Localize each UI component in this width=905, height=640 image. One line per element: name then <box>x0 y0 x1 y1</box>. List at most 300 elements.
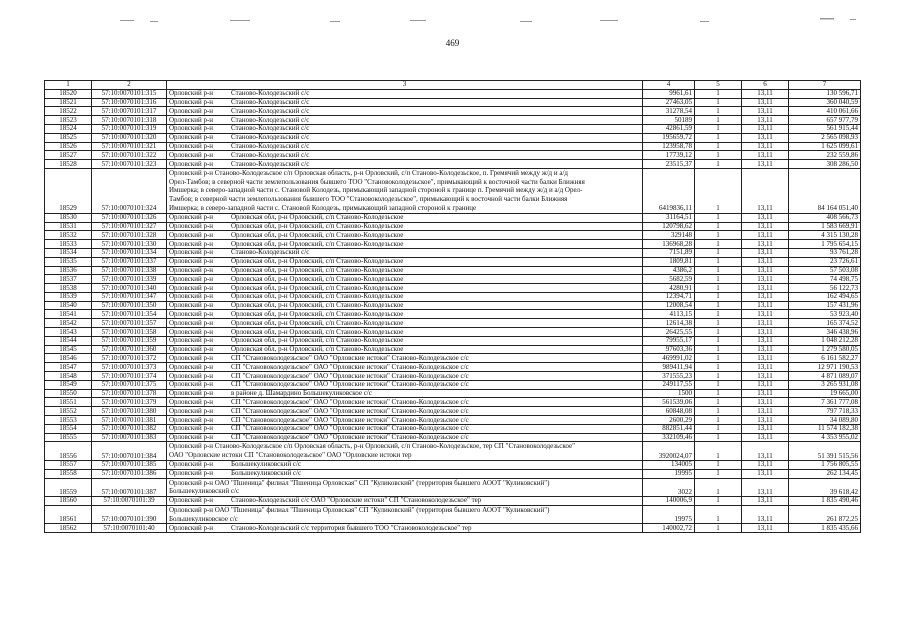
cadastral-number: 57:10:0070101:375 <box>92 380 167 389</box>
district-name: Орловский р-н <box>169 460 214 469</box>
cadastral-number: 57:10:0070101:326 <box>92 213 167 222</box>
row-number: 18561 <box>45 505 92 524</box>
cadastral-number: 57:10:0070101:379 <box>92 398 167 407</box>
address-text: Орловская обл, р-н Орловский, с/п Станово-Колодезьское <box>231 301 404 310</box>
row-number: 18531 <box>45 222 92 231</box>
row-number: 18546 <box>45 354 92 363</box>
table-row <box>45 345 861 354</box>
location-description <box>167 319 643 328</box>
rate-value: 13,11 <box>742 345 789 354</box>
cadastral-value: 84 164 051,40 <box>789 168 861 213</box>
cadastral-number: 57:10:0070101:317 <box>92 107 167 116</box>
rate-value: 13,11 <box>742 133 789 142</box>
cadastral-value: 1 279 580,05 <box>789 345 861 354</box>
district-name: Орловский р-н <box>169 327 214 336</box>
address-text: Орловская обл, р-н Орловский, с/п Станово-Колодезьское <box>231 327 404 336</box>
description-line: Орловский р-н ОАО "Пшеница" филиал "Пшеница Орловская" СП "Куликовский" (территория бывшего АООТ "Куликовский") <box>169 478 550 487</box>
area-value: 3920024,07 <box>643 442 695 461</box>
table-row <box>45 524 861 533</box>
address-text: Большекуликовский с/с <box>231 460 302 469</box>
cadastral-value: 2 565 098,93 <box>789 133 861 142</box>
cadastral-value: 157 431,96 <box>789 301 861 310</box>
area-value: 120798,62 <box>643 222 695 231</box>
address-text: Станово-Колодезьский с/с <box>231 98 310 107</box>
rate-value: 13,11 <box>742 354 789 363</box>
row-number: 18559 <box>45 478 92 497</box>
row-number: 18536 <box>45 266 92 275</box>
address-text: Большекуликовский с/с <box>231 469 302 478</box>
rate-value: 13,11 <box>742 240 789 249</box>
table-row <box>45 266 861 275</box>
count-value: 1 <box>695 389 742 398</box>
row-number: 18541 <box>45 310 92 319</box>
table-row <box>45 213 861 222</box>
cadastral-value: 4 315 130,28 <box>789 231 861 240</box>
area-value: 561539,06 <box>643 398 695 407</box>
cadastral-number: 57:10:0070101:385 <box>92 460 167 469</box>
address-text: Орловская обл, р-н Орловский, с/п Станово-Колодезьское <box>231 283 404 292</box>
area-value: 17739,12 <box>643 151 695 160</box>
location-description <box>167 89 643 98</box>
rate-value: 13,11 <box>742 142 789 151</box>
rate-value: 13,11 <box>742 524 789 533</box>
area-value: 332109,46 <box>643 433 695 442</box>
location-description <box>167 133 643 142</box>
table-row <box>45 416 861 425</box>
cadastral-value: 1 835 435,66 <box>789 524 861 533</box>
count-value: 1 <box>695 478 742 497</box>
table-row <box>45 363 861 372</box>
cadastral-value: 53 923,40 <box>789 310 861 319</box>
location-description <box>167 310 643 319</box>
row-number: 18520 <box>45 89 92 98</box>
row-number: 18521 <box>45 98 92 107</box>
count-value: 1 <box>695 469 742 478</box>
row-number: 18552 <box>45 407 92 416</box>
location-description <box>167 301 643 310</box>
table-row <box>45 442 861 461</box>
cadastral-value: 797 718,33 <box>789 407 861 416</box>
table-row <box>45 497 861 506</box>
location-description <box>167 142 643 151</box>
table-row <box>45 240 861 249</box>
column-header: 3 <box>167 81 643 90</box>
count-value: 1 <box>695 497 742 506</box>
rate-value: 13,11 <box>742 460 789 469</box>
location-description <box>167 497 643 506</box>
count-value: 1 <box>695 398 742 407</box>
cadastral-number: 57:10:0070101:354 <box>92 310 167 319</box>
table-row <box>45 407 861 416</box>
location-description <box>167 433 643 442</box>
row-number: 18555 <box>45 433 92 442</box>
cadastral-number: 57:10:0070101:321 <box>92 142 167 151</box>
cadastral-value: 360 040,59 <box>789 98 861 107</box>
address-text: СП "Становоколодезьское" ОАО "Орловские истоки" Станово-Колодезьское с/с <box>231 424 469 433</box>
row-number: 18544 <box>45 336 92 345</box>
rate-value: 13,11 <box>742 168 789 213</box>
rate-value: 13,11 <box>742 389 789 398</box>
district-name: Орловский р-н <box>169 336 214 345</box>
cadastral-value: 23 726,61 <box>789 257 861 266</box>
rate-value: 13,11 <box>742 407 789 416</box>
cadastral-value: 130 596,71 <box>789 89 861 98</box>
table-row <box>45 275 861 284</box>
location-description <box>167 354 643 363</box>
rate-value: 13,11 <box>742 213 789 222</box>
column-header: 4 <box>643 81 695 90</box>
table-row <box>45 478 861 497</box>
cadastral-number: 57:10:0070101:374 <box>92 372 167 381</box>
address-text: СП "Становоколодезьское" ОАО "Орловские истоки" Станово-Колодезьское с/с <box>231 415 469 424</box>
rate-value: 13,11 <box>742 372 789 381</box>
row-number: 18528 <box>45 160 92 169</box>
rate-value: 13,11 <box>742 222 789 231</box>
area-value: 329148 <box>643 231 695 240</box>
rate-value: 13,11 <box>742 266 789 275</box>
cadastral-number: 57:10:0070101:337 <box>92 257 167 266</box>
district-name: Орловский р-н <box>169 371 214 380</box>
address-text: Орловская обл, р-н Орловский, с/п Станово-Колодезьское <box>231 239 404 248</box>
row-number: 18527 <box>45 151 92 160</box>
cadastral-number: 57:10:0070101:383 <box>92 433 167 442</box>
row-number: 18523 <box>45 116 92 125</box>
rate-value: 13,11 <box>742 363 789 372</box>
table-row <box>45 133 861 142</box>
count-value: 1 <box>695 407 742 416</box>
count-value: 1 <box>695 160 742 169</box>
cadastral-value: 4 871 089,07 <box>789 372 861 381</box>
count-value: 1 <box>695 240 742 249</box>
address-text: СП "Становоколодезьское" ОАО "Орловские истоки" Станово-Колодезьское с/с <box>231 353 469 362</box>
address-text: Орловская обл, р-н Орловский, с/п Станово-Колодезьское <box>231 274 404 283</box>
count-value: 1 <box>695 248 742 257</box>
location-description <box>167 478 643 497</box>
rate-value: 13,11 <box>742 98 789 107</box>
count-value: 1 <box>695 354 742 363</box>
area-value: 19975 <box>643 505 695 524</box>
address-text: Станово-Колодезьский с/с <box>231 248 310 257</box>
table-row <box>45 284 861 293</box>
row-number: 18551 <box>45 398 92 407</box>
location-description <box>167 505 643 524</box>
address-text: Станово-Колодезьский с/с <box>231 159 310 168</box>
address-text: Станово-Колодезьский с/с территория бывшего ТОО "Становоколодезьское" тер <box>231 523 472 532</box>
description-line: Орловский р-н Станово-Колодезьское с/п Орловская область, р-н Орловский, с/п Станово-Колодезьское, п. Гремячий между ж/д и а/д <box>169 168 568 177</box>
area-value: 12394,71 <box>643 292 695 301</box>
address-text: Орловская обл, р-н Орловский, с/п Станово-Колодезьское <box>231 230 404 239</box>
cadastral-value: 93 761,28 <box>789 248 861 257</box>
cadastral-number: 57:10:0070101:328 <box>92 231 167 240</box>
address-text: СП "Становоколодезьское" ОАО "Орловские истоки" Станово-Колодезьское с/с <box>231 371 469 380</box>
district-name: Орловский р-н <box>169 222 214 230</box>
address-text: Станово-Колодезьский с/с <box>231 106 310 115</box>
district-name: Орловский р-н <box>169 415 214 424</box>
location-description <box>167 398 643 407</box>
rate-value: 13,11 <box>742 442 789 461</box>
rate-value: 13,11 <box>742 160 789 169</box>
district-name: Орловский р-н <box>169 133 214 142</box>
cadastral-number: 57:10:0070101:347 <box>92 292 167 301</box>
cadastral-value: 56 122,73 <box>789 284 861 293</box>
area-value: 469991,02 <box>643 354 695 363</box>
rate-value: 13,11 <box>742 469 789 478</box>
location-description <box>167 248 643 257</box>
area-value: 140006,9 <box>643 497 695 506</box>
table-row <box>45 389 861 398</box>
district-name: Орловский р-н <box>169 397 214 406</box>
rate-value: 13,11 <box>742 380 789 389</box>
cadastral-value: 1 835 490,46 <box>789 497 861 506</box>
district-name: Орловский р-н <box>169 345 214 354</box>
row-number: 18526 <box>45 142 92 151</box>
table-row <box>45 222 861 231</box>
row-number: 18557 <box>45 460 92 469</box>
cadastral-number: 57:10:0070101:380 <box>92 407 167 416</box>
cadastral-number: 57:10:0070101:338 <box>92 266 167 275</box>
count-value: 1 <box>695 275 742 284</box>
district-name: Орловский р-н <box>169 150 214 159</box>
count-value: 1 <box>695 460 742 469</box>
row-number: 18553 <box>45 416 92 425</box>
description-line: Орловский р-н Станово-Колодезьское с/п Орловская область, р-н Орловский, с/п Станово-Колодезьское, тер СП "Становоколодезьское" <box>169 442 575 451</box>
count-value: 1 <box>695 107 742 116</box>
table-row <box>45 469 861 478</box>
row-number: 18529 <box>45 168 92 213</box>
address-text: Станово-Колодезьский с/с <box>231 142 310 151</box>
cadastral-value: 19 665,00 <box>789 389 861 398</box>
table-row <box>45 89 861 98</box>
cadastral-value: 1 583 669,91 <box>789 222 861 231</box>
area-value: 12008,54 <box>643 301 695 310</box>
rate-value: 13,11 <box>742 416 789 425</box>
page-number: 469 <box>445 38 460 48</box>
column-header: 2 <box>92 81 167 90</box>
location-description <box>167 328 643 337</box>
district-name: Орловский р-н <box>169 274 214 283</box>
location-description <box>167 151 643 160</box>
area-value: 26425,55 <box>643 328 695 337</box>
area-value: 31278,54 <box>643 107 695 116</box>
row-number: 18543 <box>45 328 92 337</box>
count-value: 1 <box>695 372 742 381</box>
registry-table <box>44 80 861 533</box>
cadastral-value: 7 361 777,08 <box>789 398 861 407</box>
row-number: 18547 <box>45 363 92 372</box>
cadastral-value: 1 048 212,28 <box>789 336 861 345</box>
location-description <box>167 222 643 231</box>
row-number: 18562 <box>45 524 92 533</box>
location-description <box>167 266 643 275</box>
location-description <box>167 469 643 478</box>
row-number: 18534 <box>45 248 92 257</box>
count-value: 1 <box>695 310 742 319</box>
address-text: Орловская обл, р-н Орловский, с/п Станово-Колодезьское <box>231 318 404 327</box>
count-value: 1 <box>695 433 742 442</box>
count-value: 1 <box>695 319 742 328</box>
cadastral-value: 34 089,80 <box>789 416 861 425</box>
area-value: 19995 <box>643 469 695 478</box>
count-value: 1 <box>695 442 742 461</box>
area-value: 371555,23 <box>643 372 695 381</box>
cadastral-value: 6 161 582,27 <box>789 354 861 363</box>
address-text: Орловская обл, р-н Орловский, с/п Станово-Колодезьское <box>231 309 404 318</box>
address-text: СП "Становоколодезьское" ОАО "Орловские истоки" Станово-Колодезьское с/с <box>231 433 469 442</box>
count-value: 1 <box>695 301 742 310</box>
location-description <box>167 416 643 425</box>
area-value: 7151,89 <box>643 248 695 257</box>
area-value: 136968,28 <box>643 240 695 249</box>
row-number: 18545 <box>45 345 92 354</box>
count-value: 1 <box>695 116 742 125</box>
cadastral-number: 57:10:0070101:384 <box>92 442 167 461</box>
location-description <box>167 460 643 469</box>
description-line: Имшерка; в северо-западной части с. Становой Колодезь, примыкающий западной стороной к границе п. Гремячий между ж/д и а/д Орел- <box>169 186 583 195</box>
cadastral-value: 165 374,52 <box>789 319 861 328</box>
description-line: Большекуликовский с/с <box>169 487 240 496</box>
rate-value: 13,11 <box>742 398 789 407</box>
district-name: Орловский р-н <box>169 159 214 168</box>
area-value: 50189 <box>643 116 695 125</box>
row-number: 18558 <box>45 469 92 478</box>
address-text: СП "Становоколодезьское" ОАО "Орловские истоки" Станово-Колодезьское с/с <box>231 397 469 406</box>
count-value: 1 <box>695 213 742 222</box>
district-name: Орловский р-н <box>169 309 214 318</box>
location-description <box>167 407 643 416</box>
address-text: Станово-Колодезьский с/с <box>231 89 310 98</box>
row-number: 18560 <box>45 497 92 506</box>
rate-value: 13,11 <box>742 231 789 240</box>
cadastral-number: 57:10:0070101:378 <box>92 389 167 398</box>
rate-value: 13,11 <box>742 151 789 160</box>
location-description <box>167 380 643 389</box>
address-text: Станово-Колодезьский с/с <box>231 124 310 133</box>
area-value: 195659,72 <box>643 133 695 142</box>
cadastral-value: 51 391 515,56 <box>789 442 861 461</box>
rate-value: 13,11 <box>742 116 789 125</box>
cadastral-number: 57:10:0070101:357 <box>92 319 167 328</box>
district-name: Орловский р-н <box>169 257 214 266</box>
area-value: 6419836,11 <box>643 168 695 213</box>
count-value: 1 <box>695 336 742 345</box>
location-description <box>167 98 643 107</box>
count-value: 1 <box>695 363 742 372</box>
count-value: 1 <box>695 266 742 275</box>
location-description <box>167 240 643 249</box>
cadastral-number: 57:10:0070101:323 <box>92 160 167 169</box>
description-line: Орловский р-н ОАО "Пшеница" филиал "Пшеница Орловская" СП "Куликовский" (территория бывшего АООТ "Куликовский") <box>169 505 550 514</box>
count-value: 1 <box>695 328 742 337</box>
table-row <box>45 107 861 116</box>
row-number: 18532 <box>45 231 92 240</box>
count-value: 1 <box>695 505 742 524</box>
rate-value: 13,11 <box>742 248 789 257</box>
cadastral-number: 57:10:0070101:318 <box>92 116 167 125</box>
rate-value: 13,11 <box>742 319 789 328</box>
table-row <box>45 292 861 301</box>
address-text: Орловская обл, р-н Орловский, с/п Станово-Колодезьское <box>231 213 404 222</box>
district-name: Орловский р-н <box>169 523 214 532</box>
area-value: 989411,94 <box>643 363 695 372</box>
cadastral-number: 57:10:0070101:330 <box>92 240 167 249</box>
address-text: Станово-Колодезьский с/с <box>231 150 310 159</box>
table-row <box>45 433 861 442</box>
district-name: Орловский р-н <box>169 433 214 442</box>
district-name: Орловский р-н <box>169 89 214 98</box>
address-text: СП "Становоколодезьское" ОАО "Орловские истоки" Станово-Колодезьское с/с <box>231 362 469 371</box>
district-name: Орловский р-н <box>169 406 214 415</box>
cadastral-value: 11 574 182,38 <box>789 424 861 433</box>
row-number: 18535 <box>45 257 92 266</box>
count-value: 1 <box>695 257 742 266</box>
area-value: 5682,59 <box>643 275 695 284</box>
location-description <box>167 213 643 222</box>
count-value: 1 <box>695 142 742 151</box>
table-row <box>45 505 861 524</box>
row-number: 18540 <box>45 301 92 310</box>
location-description <box>167 275 643 284</box>
cadastral-value: 57 503,08 <box>789 266 861 275</box>
table-row <box>45 372 861 381</box>
row-number: 18530 <box>45 213 92 222</box>
cadastral-value: 74 498,75 <box>789 275 861 284</box>
count-value: 1 <box>695 424 742 433</box>
area-value: 882851,44 <box>643 424 695 433</box>
description-line: Тамбов; в северной части землепользования бывшего ТОО "Становоколодезьское", примыкающий к восточной части балки Ближняя <box>169 195 568 204</box>
address-text: Станово-Колодезьский с/с <box>231 115 310 124</box>
table-row <box>45 116 861 125</box>
location-description <box>167 345 643 354</box>
column-header: 5 <box>695 81 742 90</box>
cadastral-value: 308 286,50 <box>789 160 861 169</box>
row-number: 18556 <box>45 442 92 461</box>
row-number: 18554 <box>45 424 92 433</box>
address-text: Орловская обл, р-н Орловский, с/п Станово-Колодезьское <box>231 266 404 274</box>
location-description <box>167 107 643 116</box>
row-number: 18524 <box>45 124 92 133</box>
cadastral-number: 57:10:0070101:319 <box>92 124 167 133</box>
district-name: Орловский р-н <box>169 266 214 274</box>
location-description <box>167 389 643 398</box>
rate-value: 13,11 <box>742 478 789 497</box>
area-value: 1500 <box>643 389 695 398</box>
row-number: 18525 <box>45 133 92 142</box>
row-number: 18549 <box>45 380 92 389</box>
cadastral-number: 57:10:0070101:327 <box>92 222 167 231</box>
area-value: 123958,78 <box>643 142 695 151</box>
cadastral-value: 561 915,44 <box>789 124 861 133</box>
count-value: 1 <box>695 284 742 293</box>
rate-value: 13,11 <box>742 497 789 506</box>
table-row <box>45 248 861 257</box>
row-number: 18533 <box>45 240 92 249</box>
location-description <box>167 336 643 345</box>
cadastral-number: 57:10:0070101:40 <box>92 524 167 533</box>
cadastral-number: 57:10:0070101:324 <box>92 168 167 213</box>
rate-value: 13,11 <box>742 310 789 319</box>
location-description <box>167 231 643 240</box>
rate-value: 13,11 <box>742 336 789 345</box>
cadastral-value: 346 438,96 <box>789 328 861 337</box>
cadastral-number: 57:10:0070101:320 <box>92 133 167 142</box>
table-row <box>45 301 861 310</box>
cadastral-number: 57:10:0070101:39 <box>92 497 167 506</box>
area-value: 97603,36 <box>643 345 695 354</box>
table-row <box>45 398 861 407</box>
district-name: Орловский р-н <box>169 106 214 115</box>
area-value: 27463,05 <box>643 98 695 107</box>
location-description <box>167 124 643 133</box>
